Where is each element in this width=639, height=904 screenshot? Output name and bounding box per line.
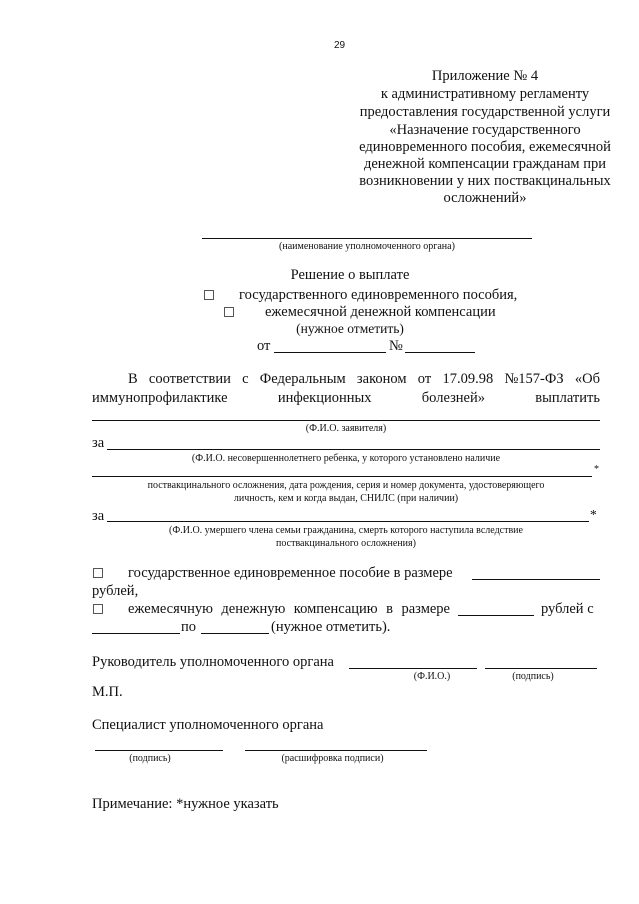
word: законом	[356, 371, 407, 387]
appendix-line: денежной компенсации гражданам при	[363, 156, 607, 172]
za-label-1: за	[92, 435, 105, 451]
appendix-line: Приложение № 4	[431, 68, 539, 84]
specialist-signature-field[interactable]	[95, 750, 223, 751]
word: «Об	[574, 371, 600, 387]
po-label: по	[181, 619, 197, 635]
law-paragraph-line1	[92, 372, 600, 387]
word: 17.09.98	[442, 371, 494, 387]
applicant-name-field[interactable]	[92, 420, 600, 421]
option-lump-sum-label: государственного единовременного пособия,	[239, 287, 518, 303]
appendix-line: предоставления государственной услуги	[359, 104, 611, 120]
checkbox-lump-sum-amount[interactable]	[93, 568, 103, 578]
specialist-label: Специалист уполномоченного органа	[92, 717, 324, 733]
za-label-2: за	[92, 508, 105, 524]
head-fio-caption: (Ф.И.О.)	[413, 671, 451, 682]
specialist-signature-caption: (подпись)	[129, 753, 171, 764]
word: болезней»	[421, 390, 485, 406]
from-label: от	[257, 338, 271, 354]
authority-name-field[interactable]	[202, 238, 532, 239]
monthly-amount-field[interactable]	[458, 615, 534, 616]
appendix-line: к административному регламенту	[380, 86, 590, 102]
word: иммунопрофилактике	[92, 390, 228, 406]
asterisk-1: *	[594, 464, 599, 475]
period-end-field[interactable]	[201, 633, 269, 634]
complication-caption-2: личность, кем и когда выдан, СНИЛС (при наличии)	[233, 493, 459, 504]
word: размере	[401, 601, 450, 617]
checkbox-monthly-amount[interactable]	[93, 604, 103, 614]
head-fio-field[interactable]	[349, 668, 477, 669]
specialist-decode-field[interactable]	[245, 750, 427, 751]
word: в	[386, 601, 393, 617]
complication-caption-1: поствакцинального осложнения, дата рождения, серия и номер документа, удостоверяющего	[147, 480, 545, 491]
head-label: Руководитель уполномоченного органа	[92, 654, 334, 670]
word: от	[417, 371, 432, 387]
option-monthly-label: ежемесячной денежной компенсации	[265, 304, 496, 320]
asterisk-2: *	[590, 507, 597, 522]
decision-number-field[interactable]	[405, 352, 475, 353]
word: выплатить	[535, 390, 600, 406]
deceased-name-field[interactable]	[107, 521, 589, 522]
appendix-line: осложнений»	[443, 190, 527, 206]
head-signature-caption: (подпись)	[512, 671, 554, 682]
word: №157-ФЗ	[504, 371, 564, 387]
appendix-line: единовременного пособия, ежемесячной	[359, 139, 611, 155]
deceased-caption-1: (Ф.И.О. умершего члена семьи гражданина, смерть которого наступила вследствие	[169, 525, 523, 536]
checkbox-lump-sum[interactable]	[204, 290, 214, 300]
page-number: 29	[334, 40, 346, 51]
head-signature-field[interactable]	[485, 668, 597, 669]
lump-sum-amount-field[interactable]	[472, 579, 600, 580]
decision-date-field[interactable]	[274, 352, 386, 353]
word: соответствии	[148, 371, 231, 387]
footnote: Примечание: *нужное указать	[92, 796, 279, 812]
payment-note: (нужное отметить).	[271, 619, 391, 635]
appendix-line: «Назначение государственного	[389, 122, 581, 138]
applicant-caption: (Ф.И.О. заявителя)	[305, 423, 387, 434]
child-name-field[interactable]	[107, 449, 600, 450]
period-start-field[interactable]	[92, 633, 180, 634]
word: Федеральным	[259, 371, 346, 387]
checkbox-monthly[interactable]	[224, 307, 234, 317]
seal-label: М.П.	[92, 684, 123, 700]
rubles-label: рублей,	[92, 583, 139, 599]
appendix-line: возникновении у них поствакцинальных	[359, 173, 611, 189]
deceased-caption-2: поствакцинального осложнения)	[276, 538, 416, 549]
word: инфекционных	[277, 390, 372, 406]
child-caption: (Ф.И.О. несовершеннолетнего ребенка, у которого установлено наличие	[191, 453, 501, 464]
rubles-from-label: рублей с	[541, 601, 594, 617]
authority-caption: (наименование уполномоченного органа)	[279, 241, 455, 252]
word: ежемесячную	[128, 601, 213, 617]
word: с	[242, 371, 249, 387]
child-details-field[interactable]	[92, 476, 592, 477]
monthly-label	[128, 602, 450, 617]
law-paragraph-line2	[92, 391, 600, 406]
lump-sum-label: государственное единовременное пособие в размере	[128, 565, 453, 581]
specialist-decode-caption: (расшифровка подписи)	[281, 753, 384, 764]
word: денежную	[221, 601, 286, 617]
decision-title: Решение о выплате	[290, 267, 410, 283]
word: В	[128, 371, 138, 387]
word: компенсацию	[293, 601, 378, 617]
number-label: №	[389, 338, 403, 354]
decision-note: (нужное отметить)	[296, 321, 404, 336]
